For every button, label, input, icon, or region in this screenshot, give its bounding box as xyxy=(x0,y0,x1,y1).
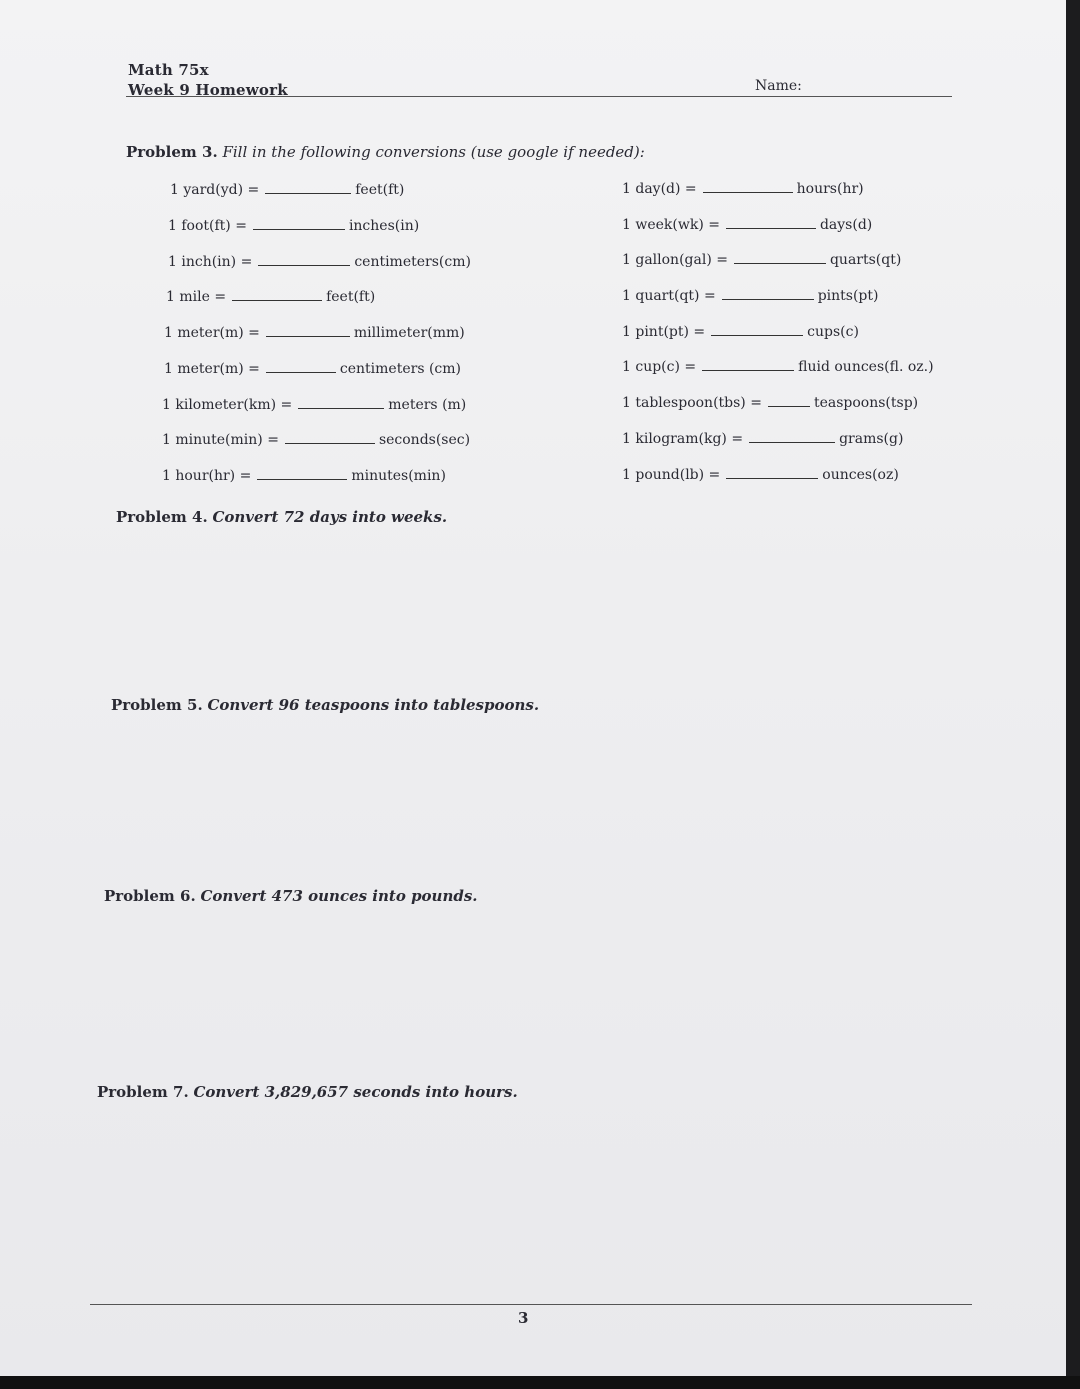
conversion-row xyxy=(622,251,901,268)
answer-blank[interactable] xyxy=(726,216,816,229)
conversion-unit-label: 1 week(wk) = xyxy=(622,217,720,233)
assignment-title: Week 9 Homework xyxy=(128,81,288,99)
conversion-row xyxy=(168,217,419,234)
conversion-row xyxy=(164,360,461,377)
conversion-unit-label: 1 inch(in) = xyxy=(168,254,253,270)
conversion-unit-label: 1 kilogram(kg) = xyxy=(622,431,744,447)
problem-4-text: Convert 72 days into weeks. xyxy=(212,508,448,526)
table-surface xyxy=(0,1376,1080,1389)
answer-blank[interactable] xyxy=(703,180,793,193)
conversion-row xyxy=(162,431,470,448)
conversion-unit-label: 1 foot(ft) = xyxy=(168,218,247,234)
problem-4 xyxy=(116,508,447,526)
conversion-target-unit: pints(pt) xyxy=(817,288,879,304)
answer-blank[interactable] xyxy=(298,396,384,409)
problem-4-number: Problem 4. xyxy=(116,508,208,526)
answer-blank[interactable] xyxy=(257,467,347,480)
answer-blank[interactable] xyxy=(258,253,350,266)
conversion-row xyxy=(162,467,446,484)
conversion-target-unit: centimeters(cm) xyxy=(354,254,471,270)
conversion-row xyxy=(622,430,903,447)
conversion-row xyxy=(168,253,471,270)
answer-blank[interactable] xyxy=(285,431,375,444)
conversion-row xyxy=(170,181,404,198)
conversion-target-unit: feet(ft) xyxy=(326,289,376,305)
problem-6-text: Convert 473 ounces into pounds. xyxy=(200,887,478,905)
answer-blank[interactable] xyxy=(702,358,794,371)
conversion-unit-label: 1 pint(pt) = xyxy=(622,324,706,340)
problem-5-number: Problem 5. xyxy=(111,696,203,714)
conversion-unit-label: 1 day(d) = xyxy=(622,181,697,197)
conversion-target-unit: seconds(sec) xyxy=(378,432,471,448)
problem-7 xyxy=(97,1083,518,1101)
problem-3-heading xyxy=(126,143,645,161)
problem-5 xyxy=(111,696,539,714)
conversion-row xyxy=(622,358,934,375)
answer-blank[interactable] xyxy=(726,466,818,479)
conversion-target-unit: millimeter(mm) xyxy=(353,325,465,341)
conversion-target-unit: grams(g) xyxy=(839,431,904,447)
answer-blank[interactable] xyxy=(722,287,814,300)
problem-7-number: Problem 7. xyxy=(97,1083,189,1101)
conversion-target-unit: quarts(qt) xyxy=(829,252,902,268)
name-label: Name: xyxy=(755,78,802,94)
conversion-row xyxy=(622,323,859,340)
conversion-unit-label: 1 meter(m) = xyxy=(164,325,260,341)
problem-5-text: Convert 96 teaspoons into tablespoons. xyxy=(207,696,540,714)
page-number: 3 xyxy=(518,1309,529,1327)
answer-blank[interactable] xyxy=(749,430,835,443)
conversion-target-unit: fluid ounces(fl. oz.) xyxy=(798,359,934,375)
conversion-row xyxy=(162,396,466,413)
conversion-unit-label: 1 yard(yd) = xyxy=(170,182,260,198)
conversion-target-unit: ounces(oz) xyxy=(822,467,899,483)
conversion-target-unit: days(d) xyxy=(819,217,873,233)
answer-blank[interactable] xyxy=(266,360,336,373)
header-rule xyxy=(126,96,952,97)
conversion-target-unit: inches(in) xyxy=(348,218,420,234)
footer-rule xyxy=(90,1304,972,1305)
conversion-unit-label: 1 meter(m) = xyxy=(164,361,260,377)
answer-blank[interactable] xyxy=(734,251,826,264)
conversion-row xyxy=(164,324,465,341)
conversion-target-unit: feet(ft) xyxy=(355,182,405,198)
conversion-unit-label: 1 kilometer(km) = xyxy=(162,397,293,413)
conversion-row xyxy=(622,216,872,233)
conversion-row xyxy=(622,466,899,483)
conversion-target-unit: meters (m) xyxy=(388,397,467,413)
conversion-unit-label: 1 quart(qt) = xyxy=(622,288,716,304)
conversion-unit-label: 1 cup(c) = xyxy=(622,359,697,375)
conversion-target-unit: minutes(min) xyxy=(351,468,446,484)
problem-6 xyxy=(104,887,478,905)
conversion-unit-label: 1 mile = xyxy=(166,289,227,305)
problem-3-number: Problem 3. xyxy=(126,143,218,161)
answer-blank[interactable] xyxy=(768,394,810,407)
conversion-target-unit: centimeters (cm) xyxy=(339,361,461,377)
conversion-unit-label: 1 hour(hr) = xyxy=(162,468,252,484)
answer-blank[interactable] xyxy=(711,323,803,336)
answer-blank[interactable] xyxy=(232,288,322,301)
conversion-row xyxy=(622,180,864,197)
conversion-target-unit: hours(hr) xyxy=(796,181,864,197)
answer-blank[interactable] xyxy=(253,217,345,230)
conversion-unit-label: 1 gallon(gal) = xyxy=(622,252,728,268)
conversion-unit-label: 1 tablespoon(tbs) = xyxy=(622,395,762,411)
conversion-row xyxy=(622,394,918,411)
course-title: Math 75x xyxy=(128,61,209,79)
conversion-unit-label: 1 minute(min) = xyxy=(162,432,279,448)
answer-blank[interactable] xyxy=(266,324,350,337)
conversion-unit-label: 1 pound(lb) = xyxy=(622,467,721,483)
conversion-row xyxy=(622,287,878,304)
problem-3-text: Fill in the following conversions (use google if needed): xyxy=(222,143,645,161)
conversion-target-unit: cups(c) xyxy=(807,324,859,340)
problem-7-text: Convert 3,829,657 seconds into hours. xyxy=(193,1083,518,1101)
conversion-row xyxy=(166,288,375,305)
conversion-target-unit: teaspoons(tsp) xyxy=(813,395,919,411)
answer-blank[interactable] xyxy=(265,181,351,194)
problem-6-number: Problem 6. xyxy=(104,887,196,905)
